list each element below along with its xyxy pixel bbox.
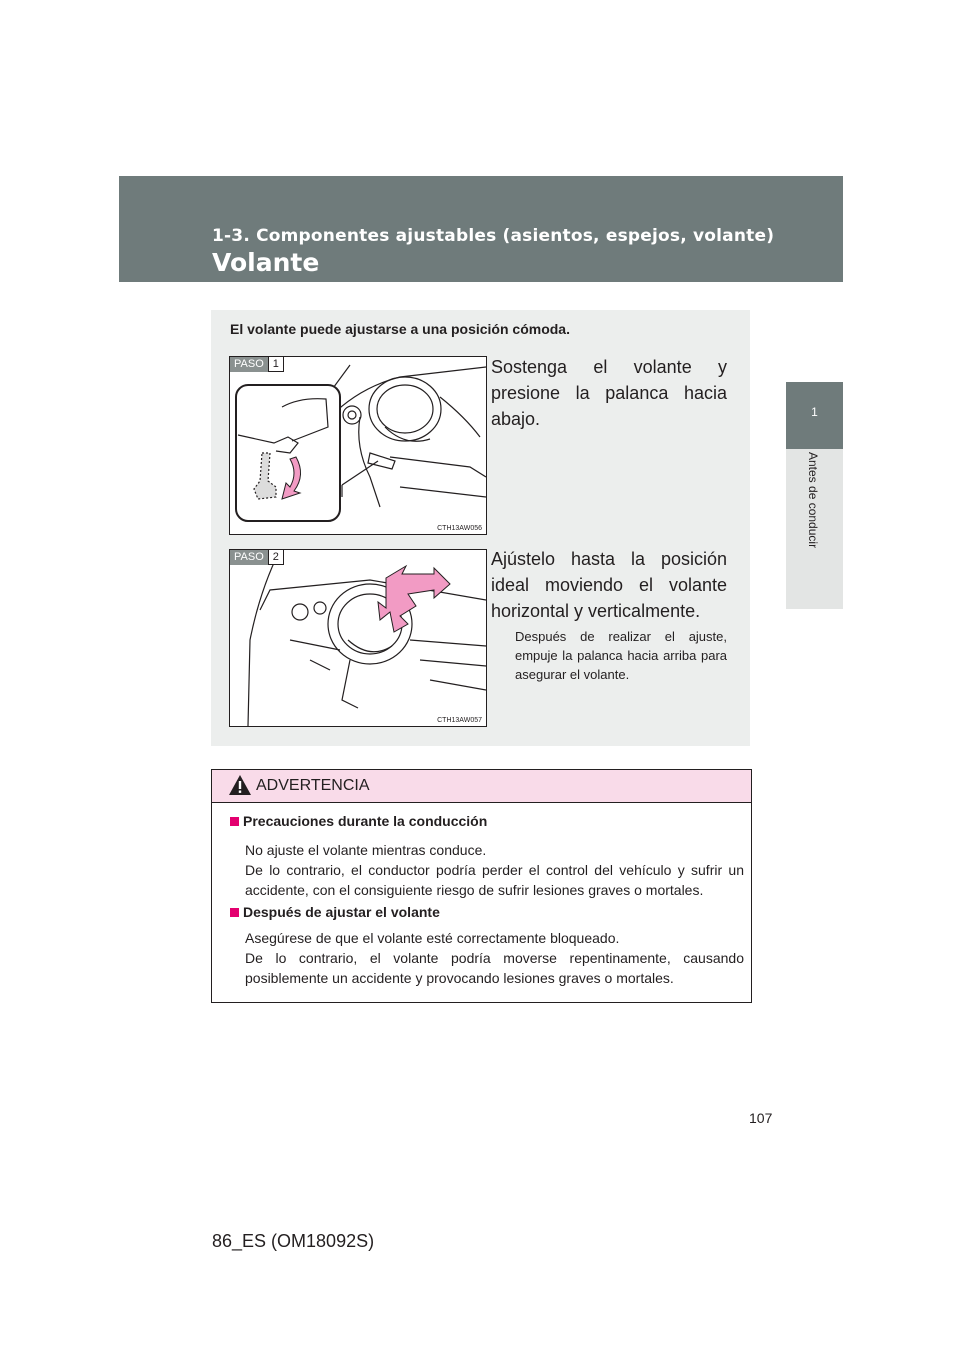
warning-icon [228,774,252,796]
page-title: Volante [212,248,320,277]
figure-code: CTH13AW056 [437,525,482,532]
step-2-figure [229,549,487,727]
steering-lever-illustration [230,357,486,534]
figure-code: CTH13AW057 [437,717,482,724]
square-bullet-icon [230,817,239,826]
steering-adjust-illustration [230,550,486,726]
warning-header [212,770,751,803]
warning-item-heading: Después de ajustar el volante [230,904,440,920]
warning-item-heading: Precauciones durante la conducción [230,813,487,829]
step-1-text: Sostenga el volante y presione la palanca hacia abajo. [491,357,727,429]
step-2-note: Después de realizar el ajuste, empuje la palanca hacia arriba para asegurar el volante. [515,629,727,682]
square-bullet-icon [230,908,239,917]
step-2-text: Ajústelo hasta la posición ideal moviendo el volante horizontal y verticalmente. [491,549,727,621]
chapter-title: Antes de conducir [806,452,820,549]
step-1-badge: PASO 1 [230,357,284,372]
section-title: 1-3. Componentes ajustables (asientos, espejos, volante) [212,226,775,246]
page-number: 107 [749,1110,773,1126]
step-1-figure [229,356,487,535]
document-code: 86_ES (OM18092S) [212,1231,375,1251]
warning-item-body: No ajuste el volante mientras conduce. De lo contrario, el conductor podría perder el control del vehículo y sufrir un accidente, con el consiguiente riesgo de sufrir lesiones graves o mortales. [245,842,744,898]
warning-item-body: Asegúrese de que el volante esté correctamente bloqueado. De lo contrario, el volante podría moverse repentinamente, causando posiblemente un accidente y provocando lesiones graves o mortales. [245,930,744,986]
intro-text: El volante puede ajustarse a una posición cómoda. [230,321,570,337]
step-2-badge: PASO 2 [230,550,284,565]
chapter-number: 1 [811,405,818,419]
warning-title: ADVERTENCIA [256,777,370,794]
warning-box [211,769,752,1003]
